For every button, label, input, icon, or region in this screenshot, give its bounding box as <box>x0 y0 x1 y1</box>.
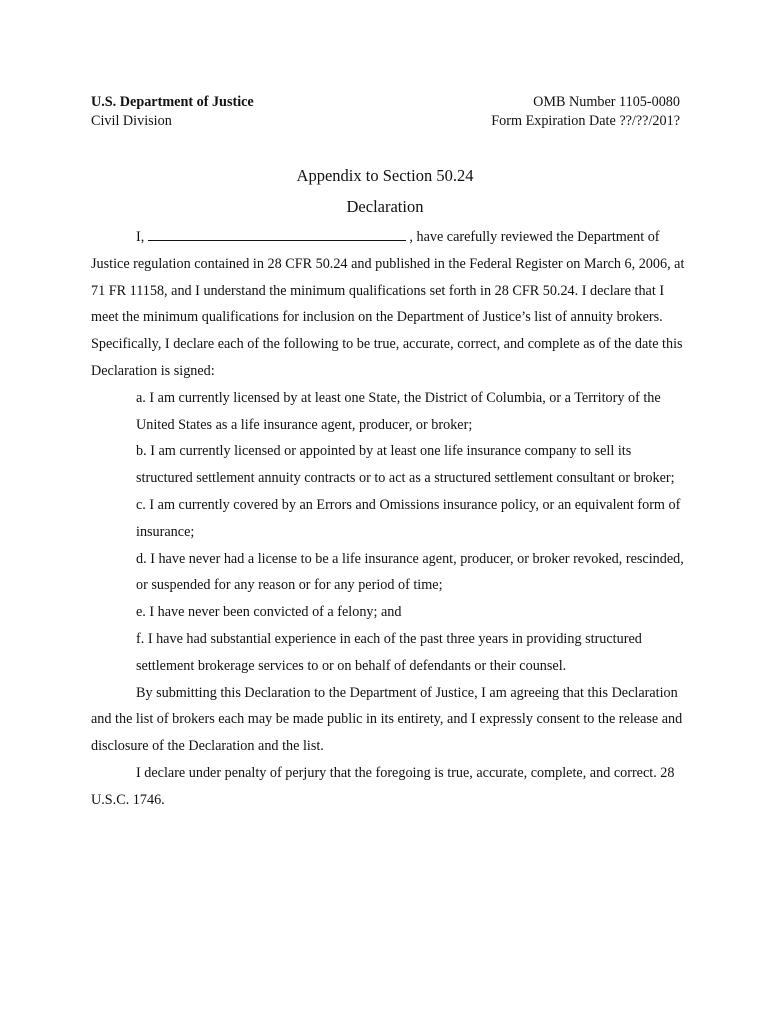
intro-paragraph <box>91 224 691 385</box>
appendix-title: Appendix to Section 50.24 <box>296 166 474 185</box>
name-blank-line <box>148 228 406 241</box>
qualification-item-a: a. I am currently licensed by at least one State, the District of Columbia, or a Territory of the United States as a life insurance agent, producer, or broker; <box>136 389 661 433</box>
division-name: Civil Division <box>91 113 172 129</box>
qualification-item-c: c. I am currently covered by an Errors and Omissions insurance policy, or an equivalent form of insurance; <box>136 496 681 540</box>
intro-rest: , have carefully reviewed the Department of Justice regulation contained in 28 CFR 50.24 and published in the Federal Register on March 6, 2006, at 71 FR 11158, and I understand the minimum qualifications set forth in 28 CFR 50.24. I declare that I meet the minimum qualifications for inclusion on the Department of Justice’s list of annuity brokers. Specifically, I declare each of the following to be true, accurate, correct, and complete as of the date this Declaration is signed: <box>91 229 685 379</box>
intro-start: I, <box>136 229 145 245</box>
qualification-item-e: e. I have never been convicted of a felony; and <box>136 604 402 621</box>
header-row-1 <box>91 93 680 112</box>
qualification-item-d: d. I have never had a license to be a life insurance agent, producer, or broker revoked, rescinded, or suspended for any reason or for any period of time; <box>136 550 684 594</box>
agency-name: U.S. Department of Justice <box>91 94 254 110</box>
consent-paragraph: By submitting this Declaration to the Department of Justice, I am agreeing that this Declaration and the list of brokers each may be made public in its entirety, and I expressly consent to the release and disclosure of the Declaration and the list. <box>91 684 683 755</box>
declaration-body <box>91 224 691 814</box>
qualification-item-b: b. I am currently licensed or appointed by at least one life insurance company to sell its structured settlement annuity contracts or to act as a structured settlement consultant or broker; <box>136 443 675 487</box>
qualification-item-f: f. I have had substantial experience in each of the past three years in providing structured settlement brokerage services to or on behalf of defendants or their counsel. <box>136 630 642 674</box>
header-row-2 <box>91 112 680 131</box>
omb-number: OMB Number 1105-0080 <box>533 94 680 110</box>
form-expiration-date: Form Expiration Date ??/??/201? <box>491 113 680 129</box>
declaration-title: Declaration <box>346 197 424 216</box>
document-header <box>91 93 680 131</box>
perjury-paragraph: I declare under penalty of perjury that the foregoing is true, accurate, complete, and correct. 28 U.S.C. 1746. <box>91 764 675 808</box>
